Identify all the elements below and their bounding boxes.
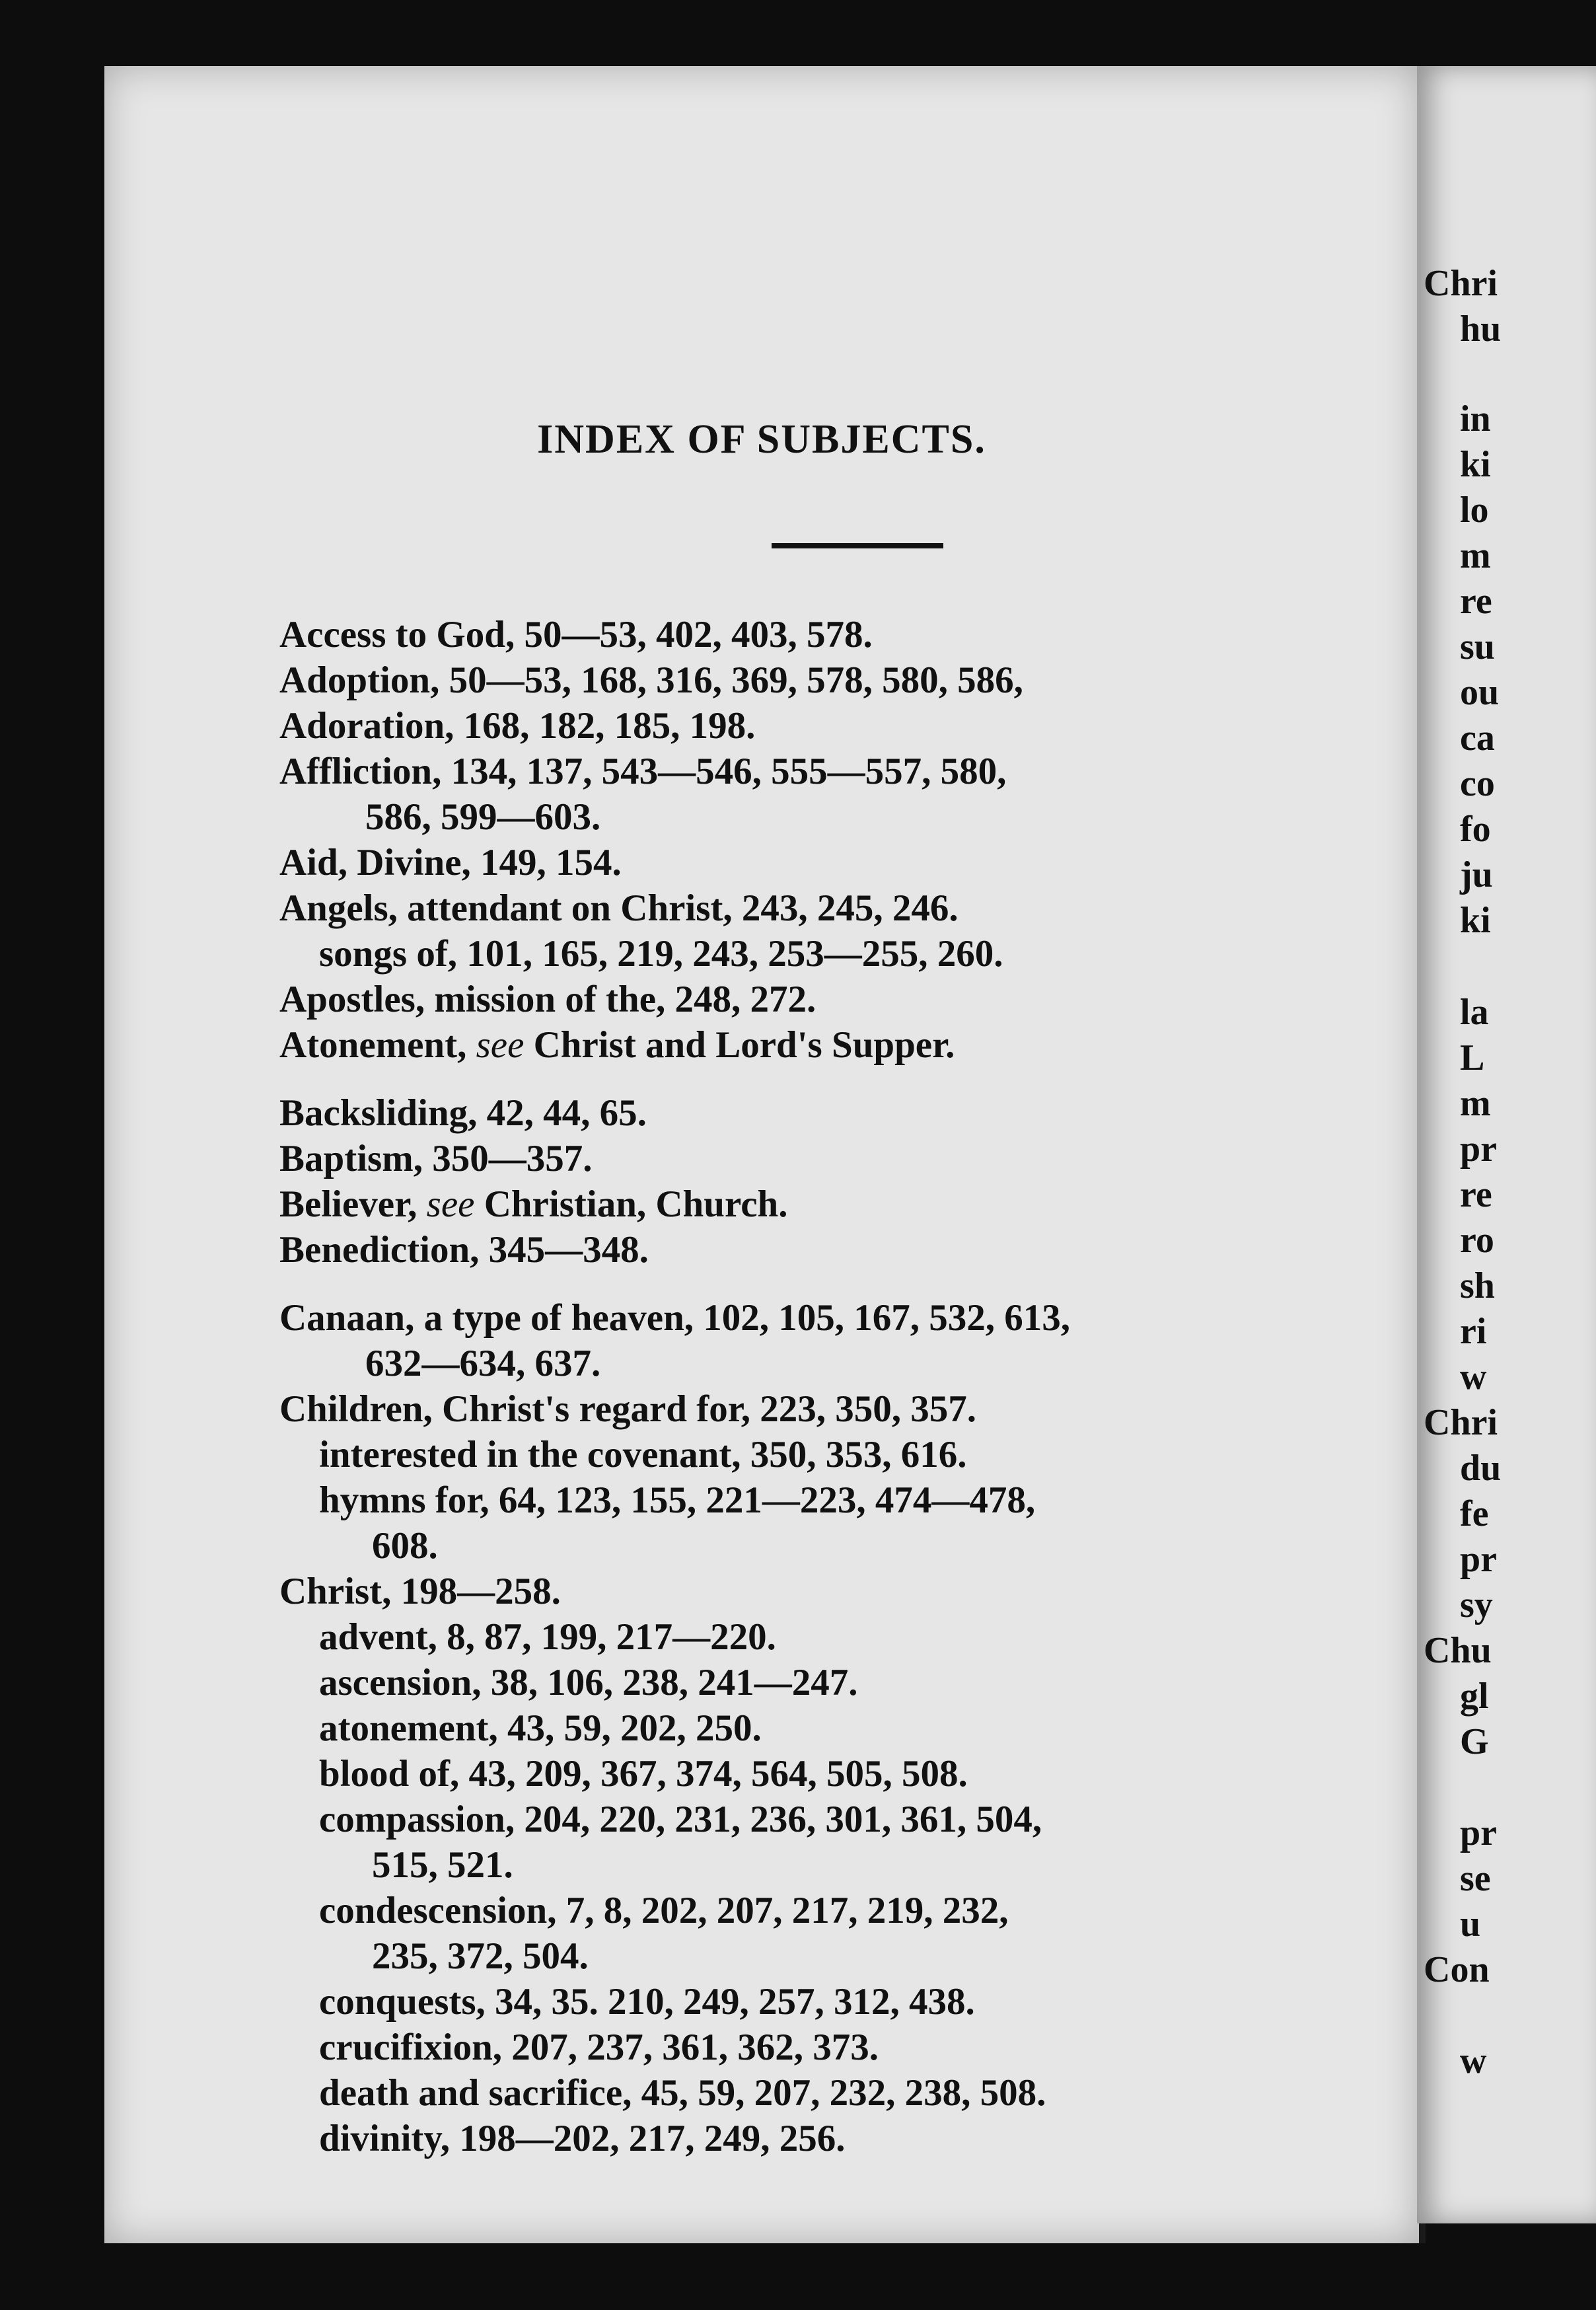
index-entry: Baptism, 350—357. [279, 1138, 593, 1179]
facing-page-fragment: G [1460, 1721, 1489, 1762]
facing-page-fragment: sy [1460, 1584, 1493, 1625]
index-entry: Access to God, 50—53, 402, 403, 578. [279, 614, 873, 655]
index-entry: death and sacrifice, 45, 59, 207, 232, 238, 508. [319, 2072, 1046, 2114]
index-entry: Aid, Divine, 149, 154. [279, 842, 622, 883]
index-entry: Believer, see Christian, Church. [279, 1183, 788, 1225]
facing-page-fragment: se [1460, 1858, 1491, 1899]
index-entry: songs of, 101, 165, 219, 243, 253—255, 260. [319, 933, 1003, 975]
index-entry: crucifixion, 207, 237, 361, 362, 373. [319, 2027, 879, 2068]
index-entry: Adoption, 50—53, 168, 316, 369, 578, 580, 586, [279, 659, 1023, 701]
facing-page-fragment: ca [1460, 718, 1495, 759]
facing-page-fragment: co [1460, 763, 1495, 804]
index-entry: Canaan, a type of heaven, 102, 105, 167, 532, 613, [279, 1297, 1071, 1339]
index-entry: Adoration, 168, 182, 185, 198. [279, 705, 756, 747]
index-entry: blood of, 43, 209, 367, 374, 564, 505, 508. [319, 1753, 968, 1795]
index-entry: 515, 521. [372, 1844, 513, 1886]
index-entry: 632—634, 637. [365, 1343, 601, 1384]
index-entry: hymns for, 64, 123, 155, 221—223, 474—478, [319, 1479, 1036, 1521]
index-page [104, 66, 1426, 2243]
index-entry: Apostles, mission of the, 248, 272. [279, 979, 816, 1020]
index-entry: Backsliding, 42, 44, 65. [279, 1092, 647, 1134]
facing-page-fragment: Chri [1424, 1402, 1498, 1443]
index-entry: 586, 599—603. [365, 796, 601, 838]
facing-page-fragment: fe [1460, 1493, 1489, 1534]
facing-page-fragment: Chu [1424, 1630, 1492, 1671]
facing-page-fragment: du [1460, 1448, 1502, 1489]
index-entry: Christ, 198—258. [279, 1571, 561, 1612]
index-entry: Benediction, 345—348. [279, 1229, 649, 1271]
facing-page-fragment: u [1460, 1904, 1481, 1945]
index-entry: atonement, 43, 59, 202, 250. [319, 1707, 762, 1749]
index-entry: advent, 8, 87, 199, 217—220. [319, 1616, 776, 1658]
index-entry: Atonement, see Christ and Lord's Supper. [279, 1024, 955, 1066]
facing-page-fragment: re [1460, 1174, 1492, 1215]
facing-page-fragment: w [1460, 1357, 1487, 1397]
index-entry: interested in the covenant, 350, 353, 616. [319, 1434, 967, 1475]
title-rule [772, 543, 943, 548]
index-entry: Angels, attendant on Christ, 243, 245, 246. [279, 887, 959, 929]
index-entry: 235, 372, 504. [372, 1935, 589, 1977]
facing-page-fragment: fo [1460, 809, 1491, 850]
facing-page-fragment: m [1460, 1083, 1491, 1124]
facing-page-fragment: hu [1460, 309, 1502, 350]
facing-page-fragment: pr [1460, 1539, 1497, 1580]
page-title: INDEX OF SUBJECTS. [537, 417, 986, 462]
facing-page-fragment: re [1460, 581, 1492, 622]
facing-page-fragment: pr [1460, 1812, 1497, 1853]
facing-page-fragment: lo [1460, 490, 1489, 531]
index-entry: Affliction, 134, 137, 543—546, 555—557, 580, [279, 751, 1007, 792]
facing-page [1417, 66, 1596, 2223]
index-entry: Children, Christ's regard for, 223, 350, 357. [279, 1388, 977, 1430]
facing-page-fragment: Con [1424, 1949, 1490, 1990]
facing-page-fragment: pr [1460, 1129, 1497, 1170]
section-gap [279, 1273, 1402, 1295]
facing-page-fragment: ki [1460, 444, 1491, 485]
index-entry: ascension, 38, 106, 238, 241—247. [319, 1662, 858, 1703]
facing-page-fragment: m [1460, 535, 1491, 576]
facing-page-fragment: in [1460, 398, 1491, 439]
index-entries [279, 612, 1402, 2161]
facing-page-fragment: su [1460, 626, 1495, 667]
facing-page-fragment: w [1460, 2040, 1487, 2081]
facing-page-fragment: la [1460, 992, 1489, 1033]
facing-page-fragment: ju [1460, 854, 1493, 895]
facing-page-fragment: ro [1460, 1220, 1494, 1261]
facing-page-fragment: ki [1460, 900, 1491, 941]
facing-page-fragment: ri [1460, 1311, 1487, 1352]
facing-page-fragment: L [1460, 1037, 1485, 1078]
index-entry: divinity, 198—202, 217, 249, 256. [319, 2118, 846, 2159]
index-entry: compassion, 204, 220, 231, 236, 301, 361, 504, [319, 1799, 1042, 1840]
index-entry: conquests, 34, 35. 210, 249, 257, 312, 438. [319, 1981, 975, 2023]
index-entry: condescension, 7, 8, 202, 207, 217, 219, 232, [319, 1890, 1009, 1931]
facing-page-fragment: gl [1460, 1676, 1489, 1717]
index-entry: 608. [372, 1525, 438, 1567]
section-gap [279, 1068, 1402, 1090]
facing-page-fragment: Chri [1424, 263, 1498, 304]
facing-page-fragment: ou [1460, 672, 1500, 713]
facing-page-fragment: sh [1460, 1265, 1495, 1306]
